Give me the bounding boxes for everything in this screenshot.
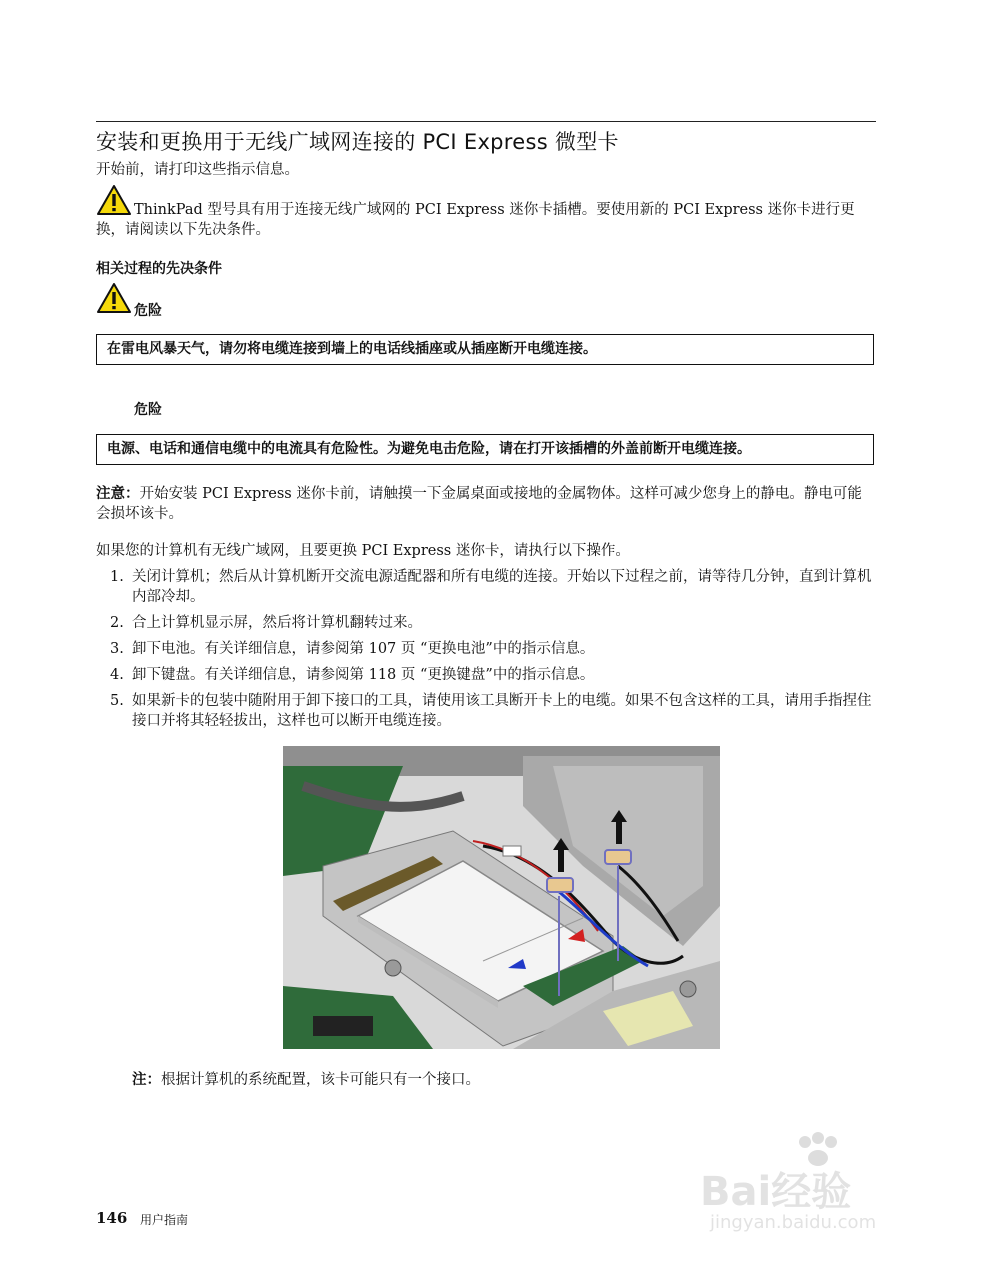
danger-label-2: 危险	[134, 402, 162, 418]
danger-label-1: 危险	[134, 303, 162, 319]
baidu-watermark	[700, 1130, 930, 1240]
step-number: 4.	[110, 667, 124, 683]
danger-warning-icon	[96, 282, 132, 314]
step-item	[96, 613, 876, 633]
step-text: 卸下电池。有关详细信息，请参阅第 107 页 “更换电池”中的指示信息。	[132, 641, 595, 657]
section-heading: 相关过程的先决条件	[96, 261, 222, 277]
procedure-lead: 如果您的计算机有无线广域网，且要更换 PCI Express 迷你卡，请执行以下操作。	[96, 543, 630, 559]
step-number: 3.	[110, 641, 124, 657]
step-text: 卸下键盘。有关详细信息，请参阅第 118 页 “更换键盘”中的指示信息。	[132, 667, 595, 683]
figure-note-label: 注：	[132, 1072, 161, 1088]
figure-note	[132, 1070, 480, 1090]
attention-note-label: 注意：	[96, 486, 140, 502]
danger-box-2: 电源、电话和通信电缆中的电流具有危险性。为避免电击危险，请在打开该插槽的外盖前断开电缆连接。	[96, 434, 874, 465]
pci-card-illustration	[283, 746, 720, 1049]
step-number: 5.	[110, 693, 124, 709]
step-text: 合上计算机显示屏，然后将计算机翻转过来。	[132, 615, 422, 631]
step-text: 如果新卡的包装中随附用于卸下接口的工具，请使用该工具断开卡上的电缆。如果不包含这样的工具，请用手指捏住接口并将其轻轻拔出，这样也可以断开电缆连接。	[132, 693, 872, 729]
page-number: 146	[96, 1209, 128, 1227]
step-item	[96, 665, 876, 685]
step-number: 1.	[110, 569, 124, 585]
step-item	[96, 639, 876, 659]
danger-box-1: 在雷电风暴天气，请勿将电缆连接到墙上的电话线插座或从插座断开电缆连接。	[96, 334, 874, 365]
warning-text-content: ThinkPad 型号具有用于连接无线广域网的 PCI Express 迷你卡插槽。要使用新的 PCI Express 迷你卡进行更换，请阅读以下先决条件。	[96, 202, 855, 238]
step-item	[96, 691, 876, 731]
intro-text: 开始前，请打印这些指示信息。	[96, 162, 299, 178]
step-number: 2.	[110, 615, 124, 631]
footer-title: 用户指南	[140, 1213, 189, 1227]
figure-note-text: 根据计算机的系统配置，该卡可能只有一个接口。	[161, 1072, 480, 1088]
warning-text	[96, 200, 876, 240]
procedure-steps	[96, 567, 876, 737]
attention-note	[96, 484, 876, 524]
step-item	[96, 567, 876, 607]
step-text: 关闭计算机；然后从计算机断开交流电源适配器和所有电缆的连接。开始以下过程之前，请等待几分钟，直到计算机内部冷却。	[132, 569, 872, 605]
page-title: 安装和更换用于无线广域网连接的 PCI Express 微型卡	[96, 130, 619, 154]
watermark-url: jingyan.baidu.com	[710, 1212, 877, 1233]
watermark-brand: Bai经验	[700, 1169, 852, 1215]
attention-note-text: 开始安装 PCI Express 迷你卡前，请触摸一下金属桌面或接地的金属物体。这样可减少您身上的静电。静电可能会损坏该卡。	[96, 486, 862, 522]
title-rule	[96, 121, 876, 122]
